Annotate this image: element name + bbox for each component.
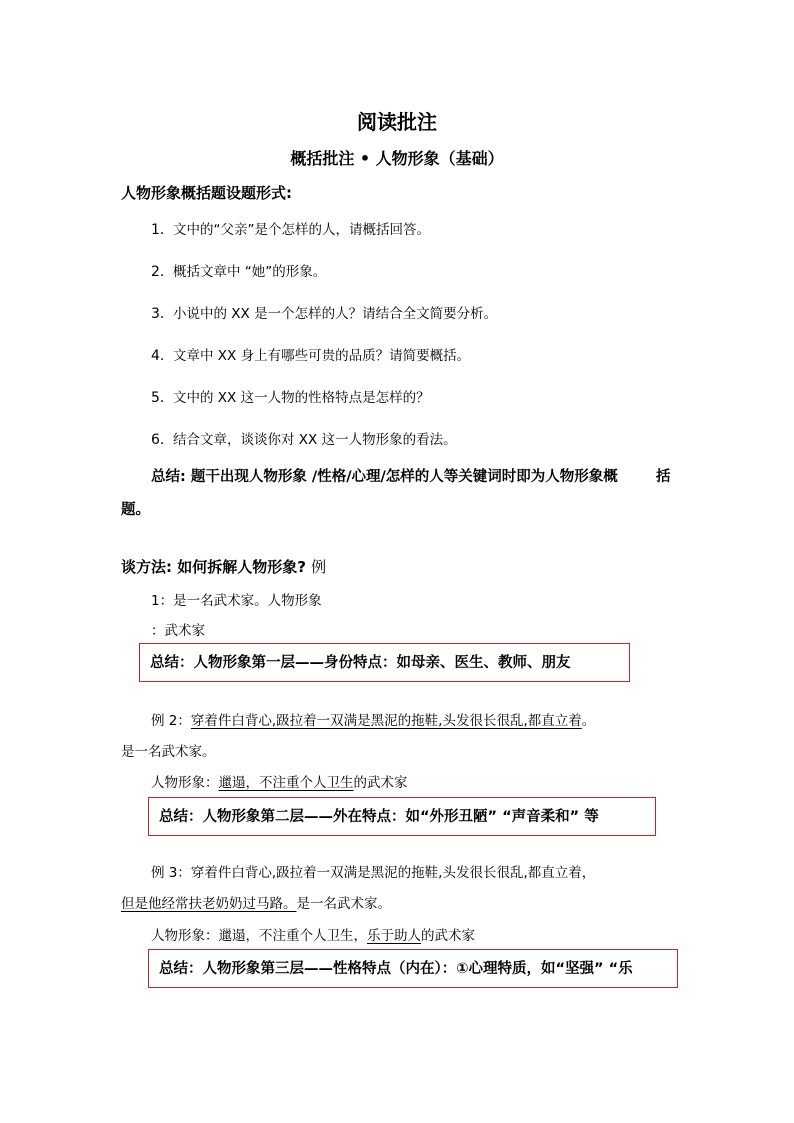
example1-line1: 1：是一名武术家。人物形象 bbox=[151, 593, 322, 609]
question-item bbox=[151, 344, 470, 364]
example1-line2: ：武术家 bbox=[151, 623, 205, 639]
example2-prefix: 例 2： bbox=[151, 713, 191, 729]
summary-box-personality bbox=[148, 949, 678, 988]
page-title: 阅读批注 bbox=[357, 110, 437, 134]
question-number: 6. bbox=[151, 432, 165, 448]
summary-box-identity-text: 总结：人物形象第一层——身份特点：如母亲、医生、教师、朋友 bbox=[150, 655, 571, 671]
example2-image-underlined: 邋遢，不注重个人卫生 bbox=[218, 775, 354, 791]
question-item bbox=[151, 218, 430, 238]
question-number: 1. bbox=[151, 222, 165, 238]
example2-end: 。 bbox=[581, 713, 596, 729]
page-subtitle: 概括批注 • 人物形象（基础） bbox=[290, 149, 504, 168]
example2-underlined: 穿着件白背心,趿拉着一双满是黑泥的拖鞋,头发很长很乱,都直立着 bbox=[190, 713, 582, 729]
summary-box-appearance-text: 总结：人物形象第二层——外在特点：如“外形丑陋” “声音柔和” 等 bbox=[159, 809, 599, 825]
summary-line: 总结: 题干出现人物形象 /性格/心理/怎样的人等关键词时即为人物形象概 bbox=[151, 469, 618, 485]
example2-line1 bbox=[151, 709, 595, 729]
section2-heading-text: 谈方法: 如何拆解人物形象? bbox=[121, 558, 306, 576]
question-number: 3. bbox=[151, 306, 165, 322]
question-item bbox=[151, 428, 457, 448]
example3-image-suffix: 的武术家 bbox=[421, 928, 475, 944]
example2-image-suffix: 的武术家 bbox=[353, 775, 408, 791]
example3-underlined: 但是他经常扶老奶奶过马路。 bbox=[121, 896, 297, 912]
question-text: 文章中 XX 身上有哪些可贵的品质？请简要概括。 bbox=[173, 348, 471, 364]
summary-box-appearance bbox=[148, 797, 656, 836]
question-item bbox=[151, 302, 497, 322]
summary-box-personality-text: 总结：人物形象第三层——性格特点（内在）：①心理特质，如“坚强” “乐 bbox=[159, 961, 633, 977]
example2-image-prefix: 人物形象： bbox=[151, 775, 219, 791]
question-item bbox=[151, 260, 326, 280]
question-text: 文中的 XX 这一人物的性格特点是怎样的？ bbox=[173, 390, 430, 406]
question-number: 4. bbox=[151, 348, 165, 364]
summary-line-end: 括 bbox=[656, 469, 671, 485]
section2-heading-tail: 例 bbox=[311, 558, 327, 576]
example3-line2 bbox=[121, 892, 391, 912]
question-number: 5. bbox=[151, 390, 165, 406]
question-text: 小说中的 XX 是一个怎样的人？请结合全文简要分析。 bbox=[173, 306, 498, 322]
example3-line1: 例 3：穿着件白背心,趿拉着一双满是黑泥的拖鞋,头发很长很乱,都直立着， bbox=[151, 865, 596, 881]
example3-image bbox=[151, 924, 475, 944]
summary-box-identity bbox=[139, 643, 630, 682]
question-text: 结合文章，谈谈你对 XX 这一人物形象的看法。 bbox=[173, 432, 457, 448]
question-text: 概括文章中 “她”的形象。 bbox=[173, 264, 327, 280]
example3-image-underlined: 乐于助人 bbox=[367, 928, 421, 944]
question-number: 2. bbox=[151, 264, 165, 280]
example3-image-prefix: 人物形象：邋遢，不注重个人卫生， bbox=[151, 928, 367, 944]
section2-heading bbox=[121, 556, 326, 577]
example2-image bbox=[151, 771, 408, 791]
example2-line2: 是一名武术家。 bbox=[121, 744, 216, 760]
example3-suffix: 是一名武术家。 bbox=[296, 896, 391, 912]
question-item bbox=[151, 386, 430, 406]
question-text: 文中的“父亲”是个怎样的人，请概括回答。 bbox=[173, 222, 430, 238]
summary-line-continued: 题。 bbox=[121, 502, 150, 518]
section1-heading: 人物形象概括题设题形式: bbox=[121, 184, 292, 202]
